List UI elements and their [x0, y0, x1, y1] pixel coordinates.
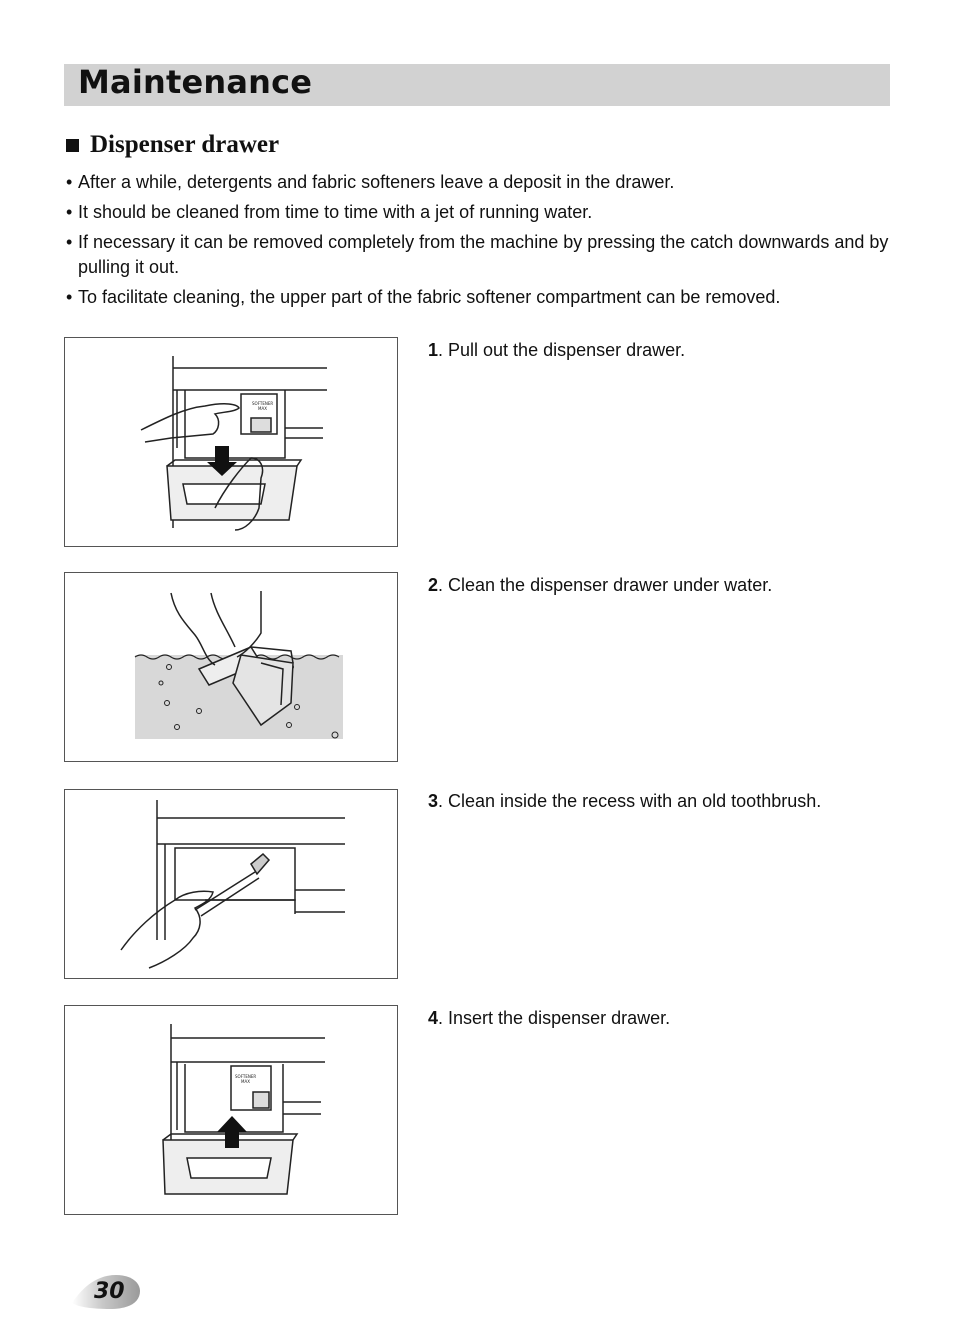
toothbrush-illustration	[65, 790, 399, 980]
page-number-badge	[70, 1273, 142, 1311]
square-bullet-icon	[66, 139, 79, 152]
step-text: . Insert the dispenser drawer.	[438, 1008, 671, 1028]
title-bar	[64, 64, 890, 106]
illustration-clean-under-water	[64, 572, 398, 762]
bullet-list	[66, 170, 896, 315]
bullet-dot: •	[66, 287, 73, 307]
bullet-item: • To facilitate cleaning, the upper part of the fabric softener compartment can be removed.	[66, 285, 896, 310]
step-1	[428, 338, 685, 362]
page-title: Maintenance	[78, 63, 313, 101]
water-wash-illustration	[65, 573, 399, 763]
bullet-dot: •	[66, 232, 73, 252]
page-number: 30	[94, 1279, 125, 1304]
illustration-pull-out-drawer	[64, 337, 398, 547]
step-number: 3	[428, 791, 439, 811]
step-3	[428, 789, 821, 813]
svg-text:MAX: MAX	[258, 406, 267, 411]
bullet-item: • If necessary it can be removed completely from the machine by pressing the catch downwards and by pulling it out.	[66, 232, 889, 277]
svg-text:MAX: MAX	[241, 1079, 250, 1084]
bullet-item: • It should be cleaned from time to time with a jet of running water.	[66, 200, 896, 225]
section-heading-text: Dispenser drawer	[90, 131, 280, 158]
svg-text:SOFTENER: SOFTENER	[252, 401, 274, 406]
bullet-dot: •	[66, 202, 73, 222]
drawer-pull-illustration	[65, 338, 399, 548]
illustration-clean-recess	[64, 789, 398, 979]
svg-text:SOFTENER: SOFTENER	[235, 1074, 257, 1079]
step-number: 1	[428, 340, 439, 360]
step-text: . Clean inside the recess with an old toothbrush.	[438, 791, 822, 811]
section-heading	[66, 130, 279, 160]
drawer-insert-illustration	[65, 1006, 399, 1216]
step-4	[428, 1006, 670, 1030]
step-number: 4	[428, 1008, 439, 1028]
illustration-insert-drawer	[64, 1005, 398, 1215]
step-2	[428, 573, 772, 597]
bullet-dot: •	[66, 172, 73, 192]
step-text: . Pull out the dispenser drawer.	[438, 340, 686, 360]
step-number: 2	[428, 575, 439, 595]
bullet-item: • After a while, detergents and fabric softeners leave a deposit in the drawer.	[66, 170, 896, 195]
step-text: . Clean the dispenser drawer under water.	[438, 575, 773, 595]
